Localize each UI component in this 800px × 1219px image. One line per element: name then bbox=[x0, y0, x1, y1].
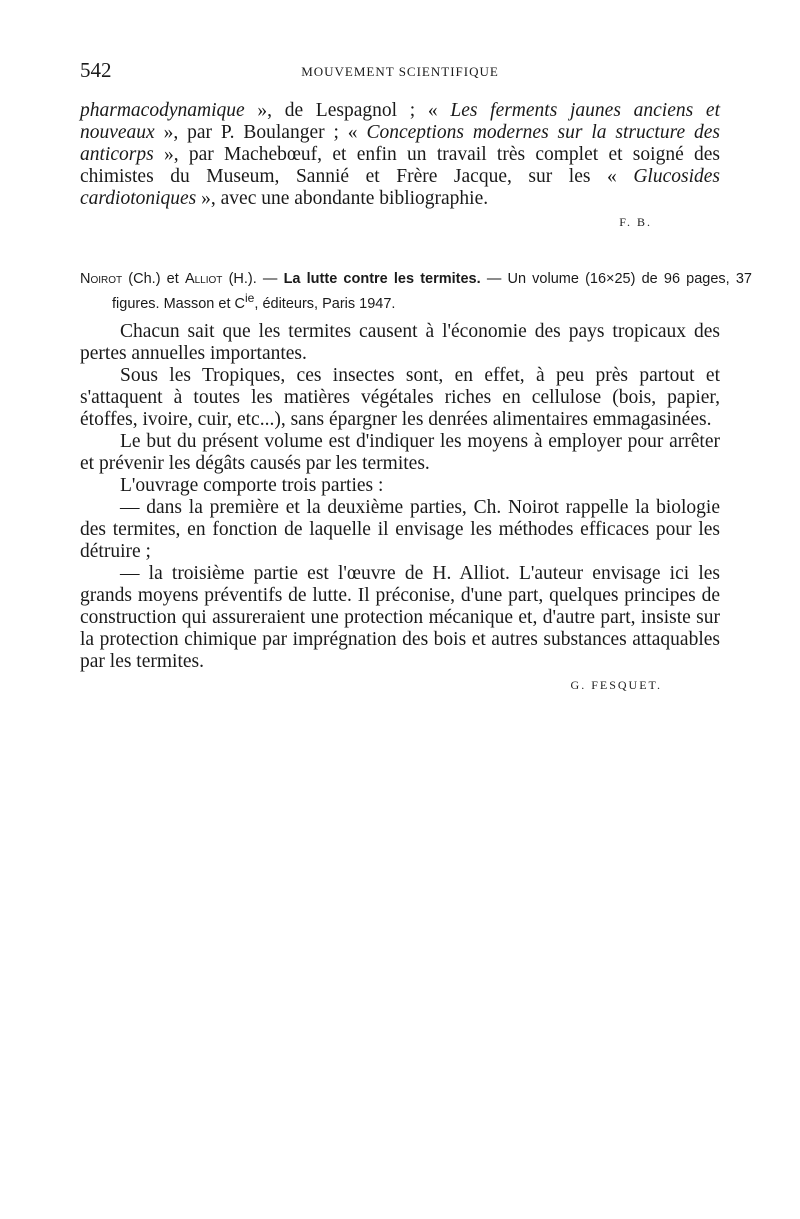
book-reference bbox=[80, 270, 752, 314]
first-review-signature: F. B. bbox=[619, 215, 652, 229]
first-review-continuation bbox=[80, 100, 720, 210]
text-segment: Glucosides cardiotoniques bbox=[80, 166, 720, 209]
author-initial: (Ch.) et bbox=[122, 271, 185, 287]
review-body bbox=[80, 321, 720, 673]
author-name: Noirot bbox=[80, 271, 123, 287]
paragraph: — dans la première et la deuxième parties, Ch. Noirot rappelle la biologie des termites, en fonction de laquelle il envisage les méthodes efficaces pour les détruire ; bbox=[80, 497, 720, 562]
author-initial: (H.). — bbox=[222, 271, 284, 287]
book-details: — Un volume (16×25) de 96 pages, 37 figures. Masson et C bbox=[112, 271, 753, 312]
text-segment: Les ferments jaunes anciens et nouveaux bbox=[80, 100, 720, 143]
text-segment: pharmacodynamique bbox=[80, 100, 245, 121]
paragraph: — la troisième partie est l'œuvre de H. Alliot. L'auteur envisage ici les grands moyens préventifs de lutte. Il préconise, d'une part, quelques principes de construction qui assureraient une protection mécanique et, d'autre part, insiste sur la protection chimique par imprégnation des bois et autres substances attaquables par les termites. bbox=[80, 563, 720, 672]
second-review-signature: G. FESQUET. bbox=[570, 678, 662, 692]
text-segment: », avec une abondante bibliographie. bbox=[196, 188, 489, 209]
book-title: La lutte contre les termites. bbox=[283, 271, 481, 287]
page-number: 542 bbox=[80, 58, 112, 82]
paragraph: Le but du présent volume est d'indiquer les moyens à employer pour arrêter et prévenir les dégâts causés par les termites. bbox=[80, 431, 720, 474]
running-head: MOUVEMENT SCIENTIFIQUE bbox=[301, 64, 499, 79]
text-segment: », par P. Boulanger ; « bbox=[154, 122, 367, 143]
text-segment: », par Machebœuf, et enfin un travail très complet et soigné des chimistes du Museum, Sannié et Frère Jacque, sur les « bbox=[80, 144, 720, 187]
paragraph: Chacun sait que les termites causent à l'économie des pays tropicaux des pertes annuelles importantes. bbox=[80, 321, 720, 364]
page-header bbox=[80, 58, 720, 80]
text-segment: Conceptions modernes sur la structure des anticorps bbox=[80, 122, 720, 165]
text-segment: », de Lespagnol ; « bbox=[244, 100, 451, 121]
paragraph: L'ouvrage comporte trois parties : bbox=[120, 475, 384, 496]
author-name: Alliot bbox=[184, 271, 223, 287]
paragraph: Sous les Tropiques, ces insectes sont, en effet, à peu près partout et s'attaquent à toutes les matières végétales riches en cellulose (bois, papier, étoffes, ivoire, cuir, etc...), sans épargner les denrées alimentaires emmagasinées. bbox=[80, 365, 720, 430]
superscript: ie bbox=[244, 291, 255, 305]
book-details-end: , éditeurs, Paris 1947. bbox=[254, 295, 396, 312]
